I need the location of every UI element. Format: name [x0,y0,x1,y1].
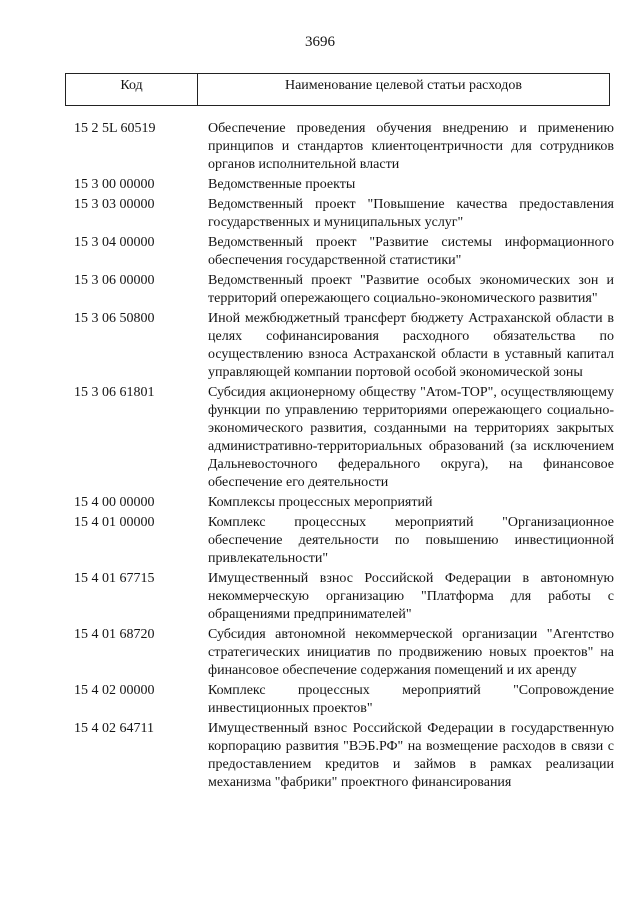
table-row [74,514,614,568]
table-row [74,384,614,492]
row-code: 15 3 04 00000 [74,235,155,250]
row-description: Имущественный взнос Российской Федерации в автономную некоммерческую организацию "Платформа для работы с обращениями предпринимателей" [208,571,614,622]
row-code: 15 4 00 00000 [74,495,155,510]
row-description: Иной межбюджетный трансферт бюджету Астраханской области в целях софинансирования расходного обязательства по осуществлению взноса Астраханской области в уставный капитал управляющей компании портовой особой экономической зоны [208,311,614,380]
row-code: 15 4 01 68720 [74,627,155,642]
budget-rows [74,120,614,794]
table-row [74,272,614,308]
row-description: Ведомственный проект "Развитие системы информационного обеспечения государственной статистики" [208,235,614,268]
table-row [74,310,614,382]
row-description: Комплекс процессных мероприятий "Организационное обеспечение деятельности по повышению инвестиционной привлекательности" [208,515,614,566]
row-code: 15 3 00 00000 [74,177,155,192]
row-description: Субсидия автономной некоммерческой организации "Агентство стратегических инициатив по продвижению новых проектов" на финансовое обеспечение содержания помещений и их аренду [208,627,614,678]
page-number: 3696 [305,34,335,50]
row-description: Комплекс процессных мероприятий "Сопровождение инвестиционных проектов" [208,683,614,716]
table-row [74,196,614,232]
table-row [74,234,614,270]
header-name: Наименование целевой статьи расходов [284,78,523,93]
header-code: Код [66,74,198,105]
row-description: Ведомственные проекты [208,177,356,192]
row-description: Обеспечение проведения обучения внедрению и применению принципов и стандартов клиентоцентричности для сотрудников органов исполнительной власти [208,121,614,172]
table-row [74,626,614,680]
row-description: Имущественный взнос Российской Федерации в государственную корпорацию развития "ВЭБ.РФ" на возмещение расходов в связи с предоставлением кредитов и займов в рамках реализации механизма "фабрики" проектного финансирования [208,721,614,790]
row-code: 15 3 06 61801 [74,385,155,400]
row-code: 15 4 01 67715 [74,571,155,586]
table-header [65,73,610,106]
row-code: 15 4 01 00000 [74,515,155,530]
row-description: Ведомственный проект "Повышение качества предоставления государственных и муниципальных услуг" [208,197,614,230]
table-row [74,176,614,194]
table-row [74,720,614,792]
row-description: Субсидия акционерному обществу "Атом-ТОР", осуществляющему функции по управлению территориями опережающего социально-экономического развития, созданными на территориях закрытых административно-территориальных образований (за исключением Дальневосточного федерального округа), на финансовое обеспечение его деятельности [208,385,614,490]
row-description: Комплексы процессных мероприятий [208,495,433,510]
row-code: 15 3 06 00000 [74,273,155,288]
row-code: 15 3 06 50800 [74,311,155,326]
table-row [74,120,614,174]
table-row [74,494,614,512]
row-code: 15 3 03 00000 [74,197,155,212]
table-row [74,570,614,624]
row-description: Ведомственный проект "Развитие особых экономических зон и территорий опережающего социально-экономического развития" [208,273,614,306]
row-code: 15 4 02 00000 [74,683,155,698]
row-code: 15 4 02 64711 [74,721,154,736]
table-row [74,682,614,718]
row-code: 15 2 5L 60519 [74,121,156,136]
